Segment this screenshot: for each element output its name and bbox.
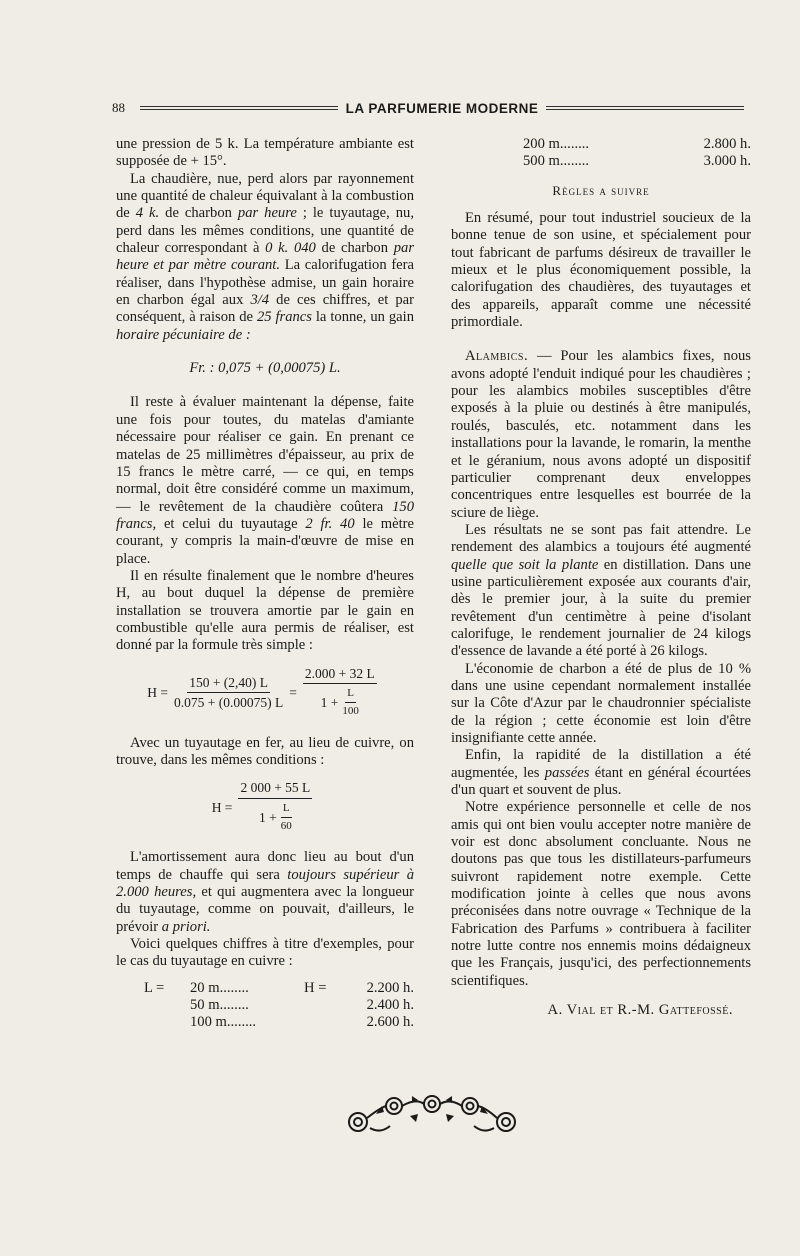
paragraph: En résumé, pour tout industriel soucieux de la bonne tenue de son usine, et spécialement pour tout fabricant de parfums désireux de travailler le mieux et le plus économiquement possible, la calorifugation des chaudières, des tuyautages et des appareils, apparaît comme une nécessité primordiale. bbox=[451, 210, 751, 331]
signature: A. Vial et R.-M. Gattefossé. bbox=[547, 1002, 733, 1019]
formula-hours-iron: H = 2 000 + 55 L 1 + $\frac{L}{60}$ bbox=[211, 780, 311, 833]
formula-hours-copper: H = $\frac{150 + (2,40) L}{0.075 + (0.00075) L}$ = 2.000 + 32 L 1 + $\frac{L}{100}$ bbox=[147, 665, 375, 718]
table-row: 100 m........ 2.600 h. bbox=[190, 1014, 414, 1031]
table-row: 200 m........ 2.800 h. bbox=[523, 136, 751, 152]
paragraph: L'économie de charbon a été de plus de 10 % dans une usine cependant normalement installée sur la Côte d'Azur par le chaudronnier spécialiste de la région ; cette économie est loin d'être insignifiante cette année. bbox=[451, 660, 751, 746]
table-row: L = 20 m........ H = 2.200 h. bbox=[144, 979, 414, 996]
paragraph: Avec un tuyautage en fer, au lieu de cuivre, on trouve, dans les mêmes conditions : bbox=[116, 734, 414, 768]
paragraph: Notre expérience personnelle et celle de nos amis qui ont bien voulu accepter notre manière de voir est donc absolument concluante. Nous ne doutons pas que tous les distillateurs-parfumeurs suivront rapidement notre exemple. Cette modification jointe à celles que nous avons préconisées dans notre ouvrage « Technique de la Fabrication des Parfums » contribuera à faciliter notre lutte contre nos ennemis moins dédaigneux que les Français, jusqu'ici, des perfectionnements scientifiques. bbox=[451, 799, 751, 989]
running-header bbox=[112, 98, 752, 118]
formula-gain: Fr. : 0,075 + (0,00075) L. bbox=[189, 360, 341, 377]
left-column bbox=[116, 136, 414, 1032]
paragraph: Les résultats ne se sont pas fait attendre. Le rendement des alambics a toujours été augmenté quelle que soit la plante en distillation. Dans une usine particulièrement exposée aux courants d'air, dès le premier jour, à la suite du premier revêtement d'un centimètre à peine d'isolant calorifuge, le rendement journalier de 24 kilogs d'essence de lavande a été porté à 26 kilogs. bbox=[451, 521, 751, 660]
section-heading: Règles a suivre bbox=[552, 182, 650, 198]
page-number: 88 bbox=[112, 100, 125, 115]
paragraph: Enfin, la rapidité de la distillation a été augmentée, les passées étant en général écourtées d'un quart et souvent de plus. bbox=[451, 747, 751, 799]
paragraph: La chaudière, nue, perd alors par rayonnement une quantité de chaleur équivalant à la combustion de 4 k. de charbon par heure ; le tuyautage, nu, perd dans les mêmes conditions, une quantité de chaleur correspondant à 0 k. 040 de charbon par heure et par mètre courant. La calorifugation fera réaliser, dans l'hypothèse admise, un gain horaire en charbon égal aux 3/4 de ces chiffres, et par conséquent, à raison de 25 francs la tonne, un gain horaire pécuniaire de : bbox=[116, 170, 414, 343]
table-row: 50 m........ 2.400 h. bbox=[190, 997, 414, 1014]
header-rule-right bbox=[546, 106, 744, 110]
paragraph: L'amortissement aura donc lieu au bout d'un temps de chauffe qui sera toujours supérieur à 2.000 heures, et qui augmentera avec la longueur du tuyautage, comme on pouvait, d'ailleurs, le prévoir a priori. bbox=[116, 849, 414, 935]
journal-title: LA PARFUMERIE MODERNE bbox=[345, 100, 539, 116]
header-rule-left bbox=[140, 106, 338, 110]
paragraph: Alambics. — Pour les alambics fixes, nous avons adopté l'enduit indiqué pour les chaudières ; pour les alambics mobiles susceptibles d'être exposés à la pluie ou destinés à être manipulés, roulés, basculés, etc. notamment dans les installations pour la lavande, le romarin, la menthe et le géranium, nous avons adopté un dispositif particulier comprenant deux enveloppes concentriques entre lesquelles est bourrée de la sciure de liège. bbox=[451, 348, 751, 521]
example-table-continued bbox=[451, 136, 751, 171]
paragraph: Il en résulte finalement que le nombre d'heures H, au bout duquel la dépense de première installation se trouvera amortie par le gain en combustible qu'elle aura permis de réaliser, est donné par la formule très simple : bbox=[116, 567, 414, 654]
example-table bbox=[116, 980, 414, 1032]
paragraph: une pression de 5 k. La température ambiante est supposée de + 15°. bbox=[116, 136, 414, 170]
table-row: 500 m........ 3.000 h. bbox=[523, 153, 751, 170]
right-column bbox=[451, 136, 751, 1020]
floral-ornament-icon bbox=[340, 1088, 524, 1138]
paragraph: Voici quelques chiffres à titre d'exemples, pour le cas du tuyautage en cuivre : bbox=[116, 936, 414, 970]
paragraph: Il reste à évaluer maintenant la dépense, faite une fois pour toutes, du matelas d'amiante nécessaire pour réaliser ce gain. En prenant ce matelas de 25 millimètres d'épaisseur, au prix de 15 francs le mètre carré, — ce qui, en temps normal, doit être considéré comme un maximum, — le revêtement de la chaudière coûtera 150 francs, et celui du tuyautage 2 fr. 40 le mètre courant, y compris la main-d'œuvre de mise en place. bbox=[116, 394, 414, 567]
